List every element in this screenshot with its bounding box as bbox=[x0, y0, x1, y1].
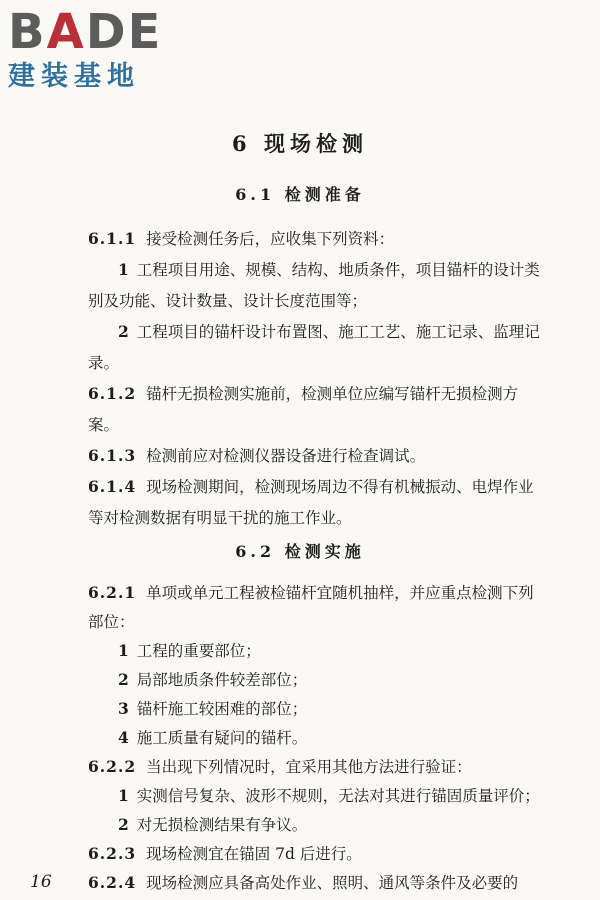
section-title: 6.2 检测实施 bbox=[235, 542, 365, 561]
section-title: 6.1 检测准备 bbox=[235, 185, 365, 204]
clause: 6.2.4 现场检测应具备高处作业、照明、通风等条件及必要的 bbox=[88, 873, 519, 892]
page-number: 16 bbox=[30, 872, 52, 892]
watermark-logo bbox=[8, 4, 178, 96]
list-item: 1 工程项目用途、规模、结构、地质条件，项目锚杆的设计类别及功能、设计数量、设计长度范围等； bbox=[88, 260, 540, 310]
clause: 6.2.3 现场检测宜在锚固 7d 后进行。 bbox=[88, 844, 362, 863]
list-item: 2 工程项目的锚杆设计布置图、施工工艺、施工记录、监理记录。 bbox=[88, 322, 540, 372]
list-item: 2 局部地质条件较差部位； bbox=[118, 670, 308, 689]
clause: 6.1.2 锚杆无损检测实施前，检测单位应编写锚杆无损检测方案。 bbox=[88, 384, 519, 434]
list-item: 1 实测信号复杂、波形不规则，无法对其进行锚固质量评价； bbox=[118, 786, 540, 805]
list-item: 1 工程的重要部位； bbox=[118, 641, 261, 660]
clause: 6.2.2 当出现下列情况时，宜采用其他方法进行验证： bbox=[88, 757, 472, 776]
watermark-subtitle: 建装基地 bbox=[8, 61, 140, 92]
watermark-brand: BADE bbox=[8, 4, 163, 60]
clause: 6.2.1 单项或单元工程被检锚杆宜随机抽样，并应重点检测下列部位： bbox=[88, 583, 534, 631]
list-item: 3 锚杆施工较困难的部位； bbox=[118, 699, 308, 718]
clause: 6.1.3 检测前应对检测仪器设备进行检查调试。 bbox=[88, 446, 426, 465]
list-item: 4 施工质量有疑问的锚杆。 bbox=[118, 728, 308, 747]
list-item: 2 对无损检测结果有争议。 bbox=[118, 815, 308, 834]
clause: 6.1.1 接受检测任务后，应收集下列资料： bbox=[88, 229, 395, 248]
chapter-title: 6 现场检测 bbox=[232, 131, 368, 156]
clause: 6.1.4 现场检测期间，检测现场周边不得有机械振动、电焊作业等对检测数据有明显干扰的施工作业。 bbox=[88, 477, 534, 527]
